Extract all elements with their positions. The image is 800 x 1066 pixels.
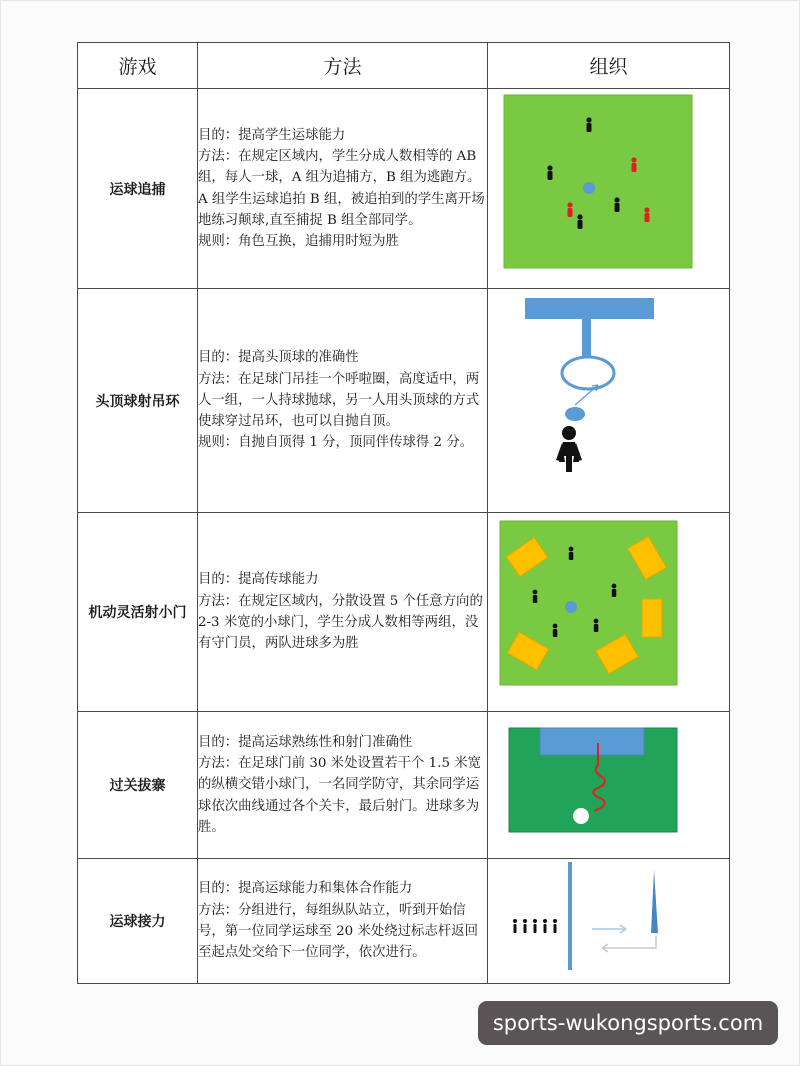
goal-icon <box>540 728 644 755</box>
relay-diagram <box>488 860 728 983</box>
header-method: 方法 <box>198 43 488 89</box>
method-description: 方法：在足球门前 30 米处设置若干个 1.5 米宽的纵横交错小球门，一名同学防守，其余同学运球依次曲线通过各个关卡，最后射门。进球多为胜。 <box>198 756 481 835</box>
table-row <box>78 289 730 513</box>
ball-icon <box>573 808 589 824</box>
player-icon <box>523 919 527 933</box>
method-description: 方法：在规定区域内，分散设置 5 个任意方向的 2-3 米宽的小球门，学生分成人数相等两组，没有守门员，两队进球多为胜 <box>198 593 483 652</box>
player-icon <box>547 165 552 180</box>
player-icon <box>594 618 599 631</box>
game-name: 运球接力 <box>78 859 198 984</box>
goal-icon <box>525 298 654 319</box>
player-icon <box>586 117 591 132</box>
watermark: sports-wukongsports.com <box>478 1001 778 1045</box>
method-purpose: 目的：提高传球能力 <box>198 572 319 588</box>
ball-icon <box>583 182 595 194</box>
hoop-rope <box>582 319 591 357</box>
organization-diagram <box>488 712 730 859</box>
player-icon <box>631 157 636 172</box>
header-game: 游戏 <box>78 43 198 89</box>
game-name: 运球追捕 <box>78 89 198 289</box>
player-icon <box>567 202 572 217</box>
player-icon <box>543 919 547 933</box>
game-name: 过关拔寨 <box>78 712 198 859</box>
player-icon <box>569 546 574 559</box>
method-purpose: 目的：提高学生运球能力 <box>198 127 346 143</box>
ball-icon <box>565 407 585 421</box>
method-description: 方法：在足球门吊挂一个呼啦圈，高度适中，两人一组，一人持球抛球，另一人用头顶球的方式使球穿过吊环，也可以自抛自顶。 <box>198 371 480 430</box>
table-row <box>78 859 730 984</box>
player-icon <box>577 214 582 229</box>
method-cell <box>198 859 488 984</box>
hoop-icon <box>562 357 614 389</box>
method-purpose: 目的：提高运球熟练性和射门准确性 <box>198 734 413 750</box>
method-description: 方法：分组进行，每组纵队站立，听到开始信号，第一位同学运球至 20 米处绕过标志杆返回至起点处交给下一位同学，依次进行。 <box>198 902 478 961</box>
game-table <box>77 42 730 984</box>
flag-pole-icon <box>651 870 658 933</box>
method-rule: 规则：角色互换，追捕用时短为胜 <box>198 234 399 250</box>
start-line <box>568 862 572 970</box>
table-row <box>78 712 730 859</box>
small-goals-diagram <box>488 514 728 711</box>
dribble-chase-diagram <box>488 90 728 288</box>
table-row <box>78 89 730 289</box>
organization-diagram <box>488 513 730 712</box>
person-icon <box>556 426 582 472</box>
player-icon <box>614 197 619 212</box>
field <box>504 95 692 268</box>
player-icon <box>612 583 617 596</box>
gate-icon <box>642 599 662 637</box>
method-cell <box>198 89 488 289</box>
method-cell <box>198 712 488 859</box>
game-name: 机动灵活射小门 <box>78 513 198 712</box>
player-icon <box>553 623 558 636</box>
player-icon <box>533 919 537 933</box>
organization-diagram <box>488 859 730 984</box>
table-row <box>78 513 730 712</box>
game-name: 头顶球射吊环 <box>78 289 198 513</box>
method-description: 方法：在规定区域内，学生分成人数相等的 AB 组，每人一球，A 组为追捕方，B 组为逃跑方。A 组学生运球追拍 B 组，被追拍到的学生离开场地练习颠球,直至捕捉 B 组全部同学。 <box>198 148 485 228</box>
method-purpose: 目的：提高运球能力和集体合作能力 <box>198 881 413 897</box>
player-icon <box>513 919 517 933</box>
method-rule: 规则：自抛自顶得 1 分，顶同伴传球得 2 分。 <box>198 435 474 451</box>
method-cell <box>198 513 488 712</box>
player-icon <box>533 589 538 602</box>
player-icon <box>553 919 557 933</box>
header-hoop-diagram <box>488 290 728 512</box>
method-purpose: 目的：提高头顶球的准确性 <box>198 350 359 366</box>
return-arrow-icon <box>602 936 656 948</box>
header-organization: 组织 <box>488 43 730 89</box>
organization-diagram <box>488 89 730 289</box>
player-icon <box>644 207 649 222</box>
pass-gates-diagram <box>488 713 728 858</box>
table-header-row <box>78 43 730 89</box>
ball-icon <box>565 601 577 613</box>
method-cell <box>198 289 488 513</box>
organization-diagram <box>488 289 730 513</box>
